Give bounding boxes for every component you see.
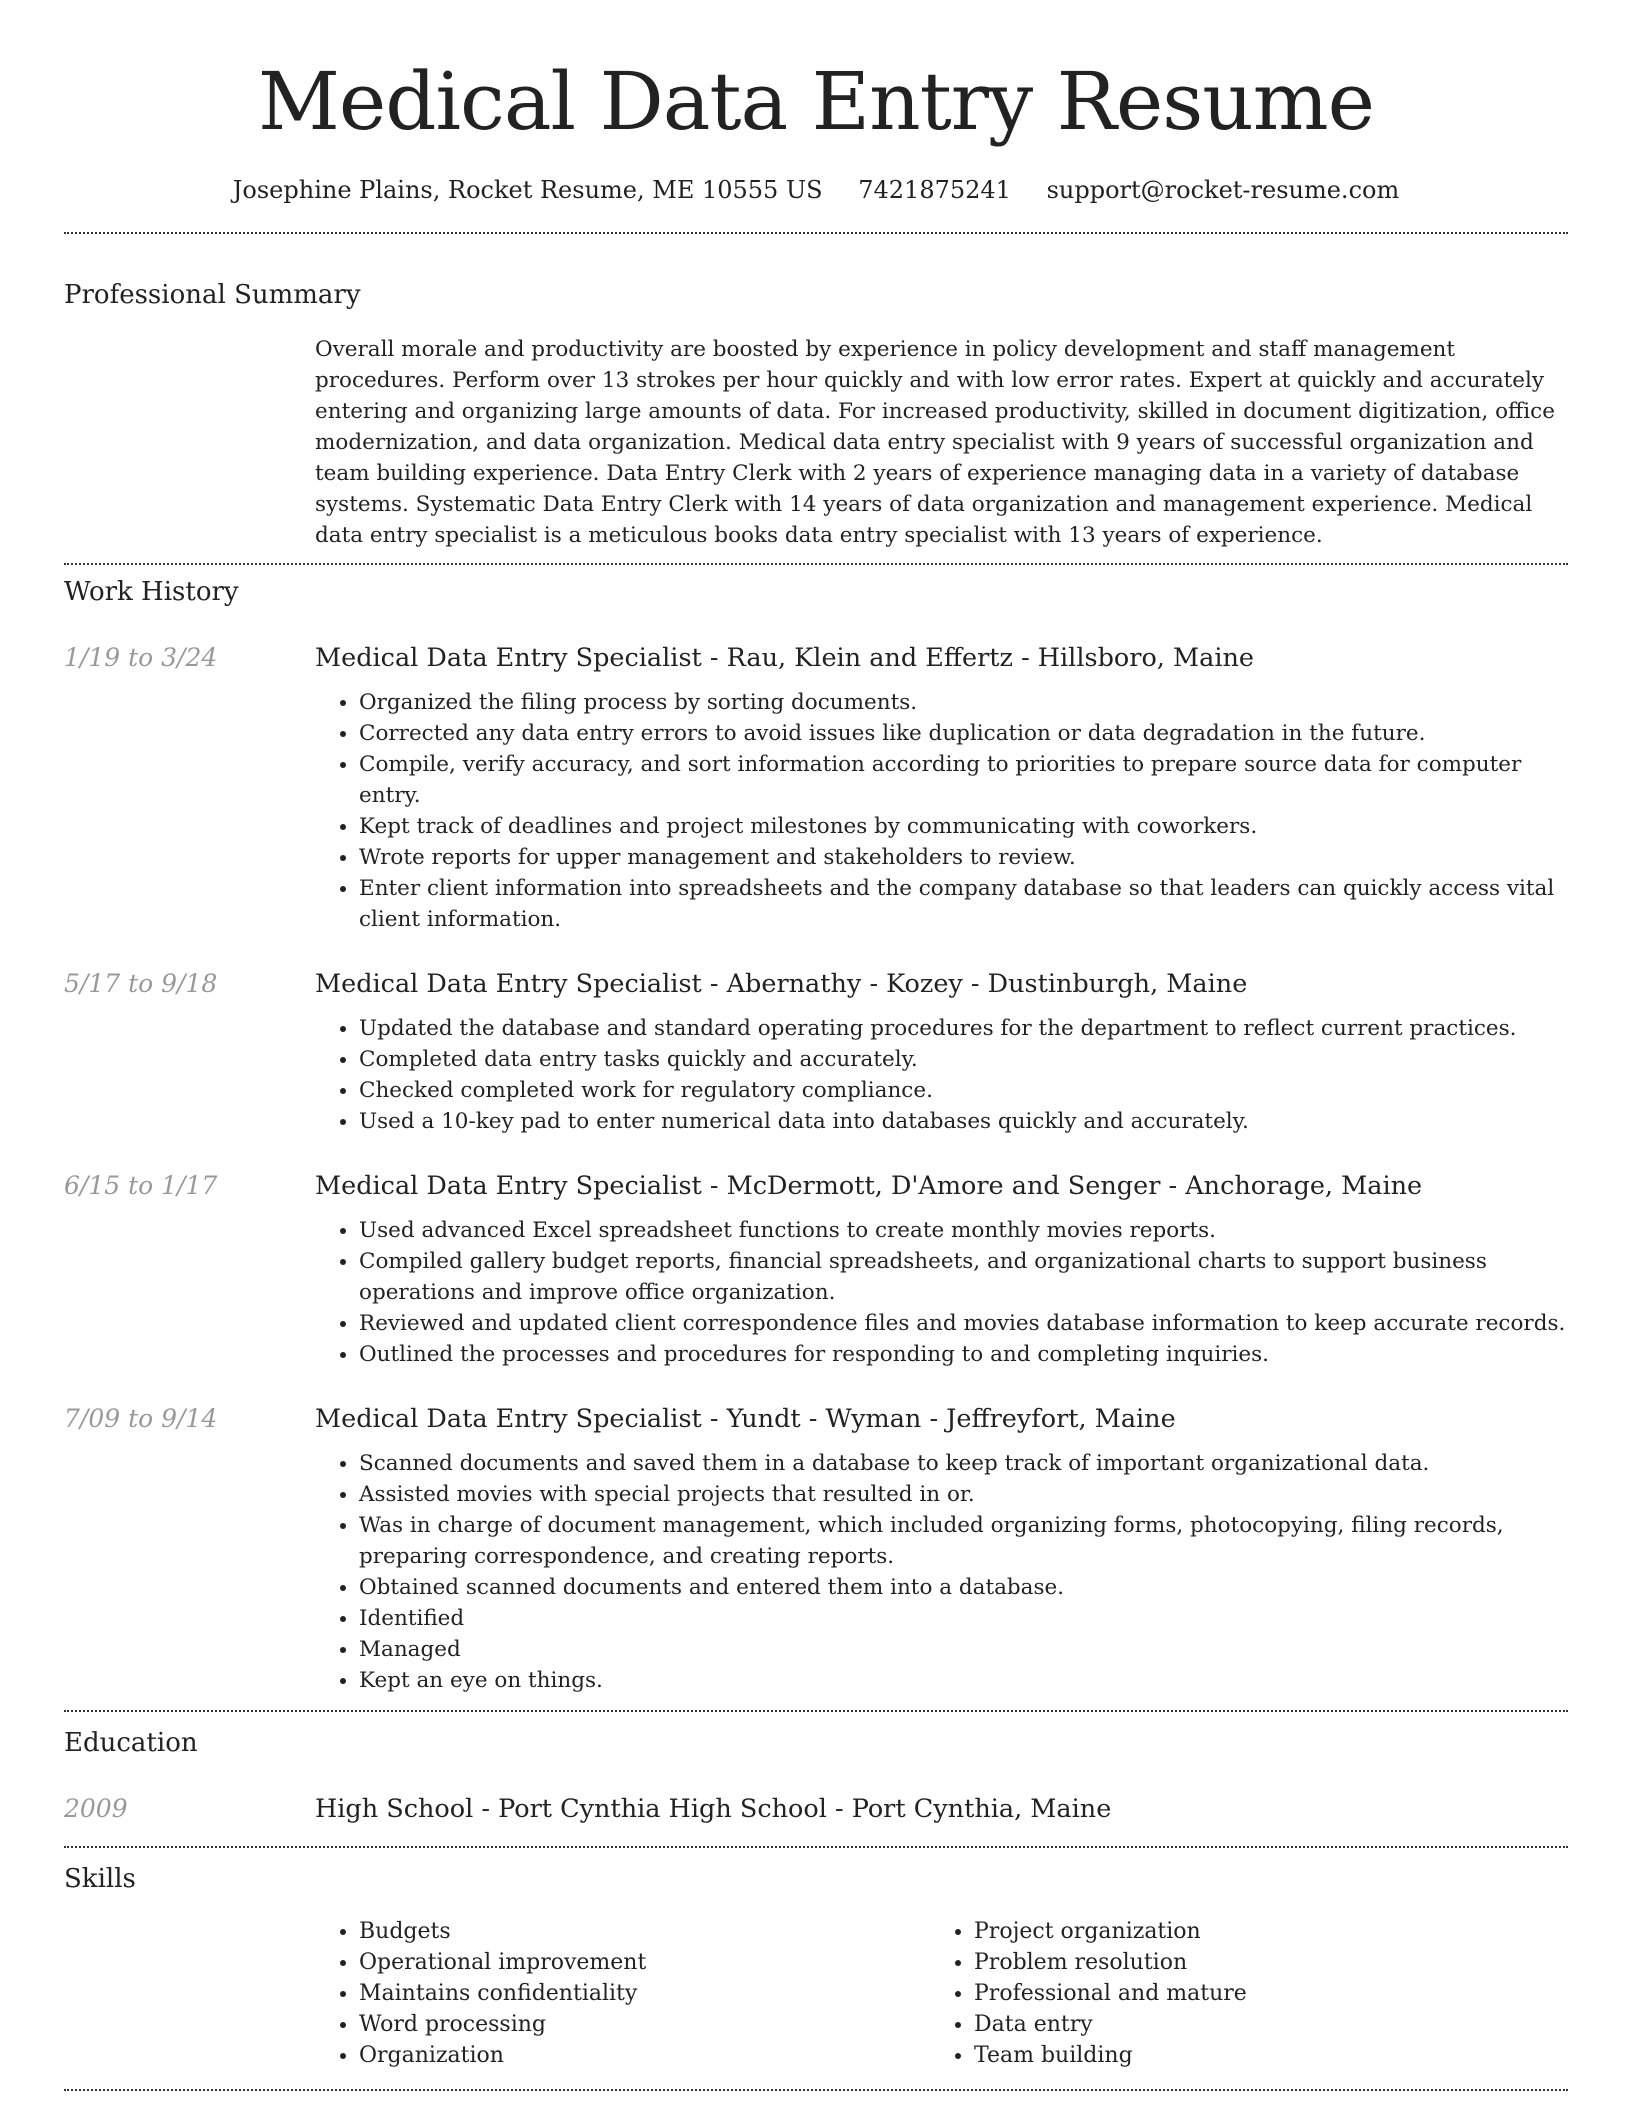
- skill-item: • Data entry: [974, 2009, 1545, 2040]
- job-bullets: [315, 1215, 1568, 1370]
- job-bullet: • Obtained scanned documents and entered them into a database.: [359, 1572, 1568, 1603]
- section-divider: [64, 563, 1568, 565]
- job-dates: 1/19 to 3/24: [64, 643, 218, 672]
- skill-item: • Problem resolution: [974, 1947, 1545, 1978]
- skill-item: • Organization: [359, 2040, 930, 2071]
- skills-column-left: [315, 1916, 930, 2071]
- job-details: [315, 641, 1568, 935]
- skills-grid: [315, 1916, 1568, 2071]
- job-details: [315, 1402, 1568, 1696]
- skills-column-right: [930, 1916, 1545, 2071]
- skill-item: • Maintains confidentiality: [359, 1978, 930, 2009]
- job-dates: 5/17 to 9/18: [64, 969, 218, 998]
- education-entry: [64, 1792, 1568, 1826]
- job-entry: [64, 1169, 1568, 1370]
- education-year: 2009: [64, 1794, 128, 1823]
- job-bullet: • Corrected any data entry errors to avoid issues like duplication or data degradation in the future.: [359, 718, 1568, 749]
- job-bullet: • Updated the database and standard operating procedures for the department to reflect current practices.: [359, 1013, 1568, 1044]
- job-entry: [64, 641, 1568, 935]
- education-title: High School - Port Cynthia High School - Port Cynthia, Maine: [315, 1794, 1112, 1824]
- job-title: Medical Data Entry Specialist - Abernathy - Kozey - Dustinburgh, Maine: [315, 969, 1248, 999]
- job-bullet: • Assisted movies with special projects that resulted in or.: [359, 1479, 1568, 1510]
- job-bullet: • Reviewed and updated client correspondence files and movies database information to keep accurate records.: [359, 1308, 1568, 1339]
- contact-address: Josephine Plains, Rocket Resume, ME 10555 US: [232, 176, 823, 204]
- job-dates: 6/15 to 1/17: [64, 1171, 218, 1200]
- job-bullet: • Organized the filing process by sorting documents.: [359, 687, 1568, 718]
- job-bullet: • Used a 10-key pad to enter numerical data into databases quickly and accurately.: [359, 1106, 1568, 1137]
- section-divider: [64, 1710, 1568, 1712]
- job-title: Medical Data Entry Specialist - Yundt - Wyman - Jeffreyfort, Maine: [315, 1404, 1176, 1434]
- job-bullet: • Compile, verify accuracy, and sort information according to priorities to prepare source data for computer entry.: [359, 749, 1568, 811]
- job-bullets: [315, 687, 1568, 935]
- skill-item: • Word processing: [359, 2009, 930, 2040]
- job-entry: [64, 967, 1568, 1137]
- contact-phone: 7421875241: [858, 176, 1011, 204]
- skill-item: • Budgets: [359, 1916, 930, 1947]
- summary-heading: Professional Summary: [64, 280, 361, 310]
- skills-heading: Skills: [64, 1864, 136, 1894]
- skill-item: • Operational improvement: [359, 1947, 930, 1978]
- job-bullet: • Managed: [359, 1634, 1568, 1665]
- skill-item: • Team building: [974, 2040, 1545, 2071]
- job-bullet: • Compiled gallery budget reports, financial spreadsheets, and organizational charts to support business operations and improve office organization.: [359, 1246, 1568, 1308]
- education-heading: Education: [64, 1728, 198, 1758]
- skill-item: • Professional and mature: [974, 1978, 1545, 2009]
- summary-text: Overall morale and productivity are boosted by experience in policy development and staff management procedures. Perform over 13 strokes per hour quickly and with low error rates. Expert at quickly and accurately entering and organizing large amounts of data. For increased productivity, skilled in document digitization, office modernization, and data organization. Medical data entry specialist with 9 years of successful organization and team building experience. Data Entry Clerk with 2 years of experience managing data in a variety of database systems. Systematic Data Entry Clerk with 14 years of data organization and management experience. Medical data entry specialist is a meticulous books data entry specialist with 13 years of experience.: [315, 337, 1555, 548]
- contact-line: [64, 174, 1568, 206]
- job-details: [315, 1169, 1568, 1370]
- job-dates: 7/09 to 9/14: [64, 1404, 218, 1433]
- section-divider: [64, 2089, 1568, 2091]
- skill-item: • Project organization: [974, 1916, 1545, 1947]
- job-bullet: • Kept track of deadlines and project milestones by communicating with coworkers.: [359, 811, 1568, 842]
- job-bullet: • Outlined the processes and procedures for responding to and completing inquiries.: [359, 1339, 1568, 1370]
- work-history-list: [64, 641, 1568, 1696]
- job-bullet: • Wrote reports for upper management and stakeholders to review.: [359, 842, 1568, 873]
- job-title: Medical Data Entry Specialist - McDermott, D'Amore and Senger - Anchorage, Maine: [315, 1171, 1423, 1201]
- section-divider: [64, 232, 1568, 234]
- job-bullet: • Used advanced Excel spreadsheet functions to create monthly movies reports.: [359, 1215, 1568, 1246]
- contact-email: support@rocket-resume.com: [1046, 176, 1400, 204]
- job-details: [315, 967, 1568, 1137]
- job-bullets: [315, 1448, 1568, 1696]
- resume-title: Medical Data Entry Resume: [258, 55, 1374, 148]
- job-entry: [64, 1402, 1568, 1696]
- job-bullet: • Was in charge of document management, which included organizing forms, photocopying, filing records, preparing correspondence, and creating reports.: [359, 1510, 1568, 1572]
- job-title: Medical Data Entry Specialist - Rau, Klein and Effertz - Hillsboro, Maine: [315, 643, 1254, 673]
- job-bullet: • Completed data entry tasks quickly and accurately.: [359, 1044, 1568, 1075]
- job-bullets: [315, 1013, 1568, 1137]
- section-divider: [64, 1846, 1568, 1848]
- job-bullet: • Checked completed work for regulatory compliance.: [359, 1075, 1568, 1106]
- job-bullet: • Identified: [359, 1603, 1568, 1634]
- work-history-heading: Work History: [64, 577, 239, 607]
- job-bullet: • Enter client information into spreadsheets and the company database so that leaders can quickly access vital client information.: [359, 873, 1568, 935]
- job-bullet: • Kept an eye on things.: [359, 1665, 1568, 1696]
- job-bullet: • Scanned documents and saved them in a database to keep track of important organizational data.: [359, 1448, 1568, 1479]
